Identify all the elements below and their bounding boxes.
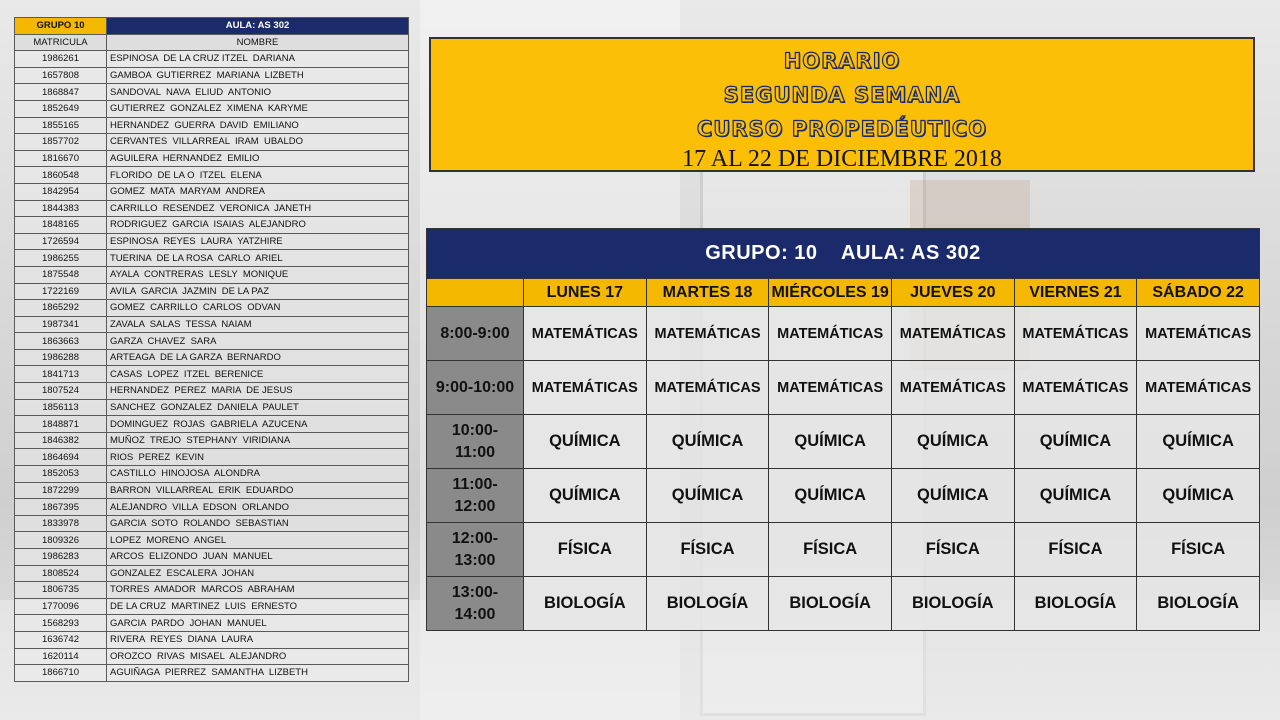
student-name: RODRIGUEZ GARCIA ISAIAS ALEJANDRO <box>107 217 409 234</box>
student-name: MUÑOZ TREJO STEPHANY VIRIDIANA <box>107 432 409 449</box>
student-matricula: 1867395 <box>15 499 107 516</box>
student-name: CARRILLO RESENDEZ VERONICA JANETH <box>107 200 409 217</box>
subject-cell: BIOLOGÍA <box>891 577 1014 631</box>
student-matricula: 1857702 <box>15 134 107 151</box>
student-matricula: 1852649 <box>15 100 107 117</box>
student-matricula: 1865292 <box>15 300 107 317</box>
schedule-table <box>426 228 1260 631</box>
student-row <box>15 482 409 499</box>
student-row <box>15 150 409 167</box>
subject-cell: MATEMÁTICAS <box>1137 307 1260 361</box>
student-row <box>15 349 409 366</box>
schedule-days-row <box>427 279 1260 307</box>
subject-cell: BIOLOGÍA <box>1137 577 1260 631</box>
day-header: JUEVES 20 <box>891 279 1014 307</box>
group-label: GRUPO 10 <box>15 18 107 35</box>
student-row <box>15 100 409 117</box>
subject-cell: MATEMÁTICAS <box>1014 307 1137 361</box>
student-name: GARCIA PARDO JOHAN MANUEL <box>107 615 409 632</box>
student-name: AGUILERA HERNANDEZ EMILIO <box>107 150 409 167</box>
student-matricula: 1807524 <box>15 383 107 400</box>
student-name: AGUIÑAGA PIERREZ SAMANTHA LIZBETH <box>107 665 409 682</box>
student-matricula: 1841713 <box>15 366 107 383</box>
student-matricula: 1875548 <box>15 266 107 283</box>
student-row <box>15 598 409 615</box>
column-matricula: MATRICULA <box>15 34 107 51</box>
student-matricula: 1864694 <box>15 449 107 466</box>
subject-cell: QUÍMICA <box>1137 469 1260 523</box>
student-matricula: 1852053 <box>15 466 107 483</box>
title-line-semana: SEGUNDA SEMANA <box>723 83 961 107</box>
student-name: BARRON VILLARREAL ERIK EDUARDO <box>107 482 409 499</box>
student-matricula: 1860548 <box>15 167 107 184</box>
student-row <box>15 416 409 433</box>
student-matricula: 1856113 <box>15 399 107 416</box>
subject-cell: QUÍMICA <box>1014 415 1137 469</box>
student-matricula: 1855165 <box>15 117 107 134</box>
subject-cell: MATEMÁTICAS <box>891 307 1014 361</box>
student-matricula: 1987341 <box>15 316 107 333</box>
subject-cell: FÍSICA <box>1014 523 1137 577</box>
student-matricula: 1986283 <box>15 549 107 566</box>
student-matricula: 1726594 <box>15 233 107 250</box>
day-header: MIÉRCOLES 19 <box>769 279 892 307</box>
student-name: CERVANTES VILLARREAL IRAM UBALDO <box>107 134 409 151</box>
student-row <box>15 51 409 68</box>
student-name: GARCIA SOTO ROLANDO SEBASTIAN <box>107 515 409 532</box>
student-row <box>15 117 409 134</box>
column-nombre: NOMBRE <box>107 34 409 51</box>
student-matricula: 1657808 <box>15 67 107 84</box>
student-list <box>14 17 409 682</box>
student-row <box>15 200 409 217</box>
student-name: TUERINA DE LA ROSA CARLO ARIEL <box>107 250 409 267</box>
student-name: GARZA CHAVEZ SARA <box>107 333 409 350</box>
subject-cell: MATEMÁTICAS <box>646 361 769 415</box>
student-matricula: 1568293 <box>15 615 107 632</box>
student-matricula: 1846382 <box>15 432 107 449</box>
student-row <box>15 167 409 184</box>
student-matricula: 1863663 <box>15 333 107 350</box>
subject-cell: QUÍMICA <box>524 469 647 523</box>
subject-cell: QUÍMICA <box>524 415 647 469</box>
student-row <box>15 134 409 151</box>
title-line-horario: HORARIO <box>783 49 901 73</box>
student-name: GONZALEZ ESCALERA JOHAN <box>107 565 409 582</box>
schedule-header-row <box>427 229 1260 279</box>
subject-cell: QUÍMICA <box>1137 415 1260 469</box>
student-matricula: 1848165 <box>15 217 107 234</box>
student-name: LOPEZ MORENO ANGEL <box>107 532 409 549</box>
day-header: MARTES 18 <box>646 279 769 307</box>
subject-cell: MATEMÁTICAS <box>769 361 892 415</box>
student-row <box>15 466 409 483</box>
student-name: AYALA CONTRERAS LESLY MONIQUE <box>107 266 409 283</box>
schedule-slot-row <box>427 415 1260 469</box>
student-row <box>15 515 409 532</box>
student-name: FLORIDO DE LA O ITZEL ELENA <box>107 167 409 184</box>
subject-cell: MATEMÁTICAS <box>524 307 647 361</box>
student-row <box>15 84 409 101</box>
student-name: CASAS LOPEZ ITZEL BERENICE <box>107 366 409 383</box>
student-name: OROZCO RIVAS MISAEL ALEJANDRO <box>107 648 409 665</box>
student-name: GUTIERREZ GONZALEZ XIMENA KARYME <box>107 100 409 117</box>
student-name: ESPINOSA DE LA CRUZ ITZEL DARIANA <box>107 51 409 68</box>
student-name: GOMEZ CARRILLO CARLOS ODVAN <box>107 300 409 317</box>
student-name: DOMINGUEZ ROJAS GABRIELA AZUCENA <box>107 416 409 433</box>
subject-cell: QUÍMICA <box>646 415 769 469</box>
schedule-slot-row <box>427 361 1260 415</box>
subject-cell: MATEMÁTICAS <box>769 307 892 361</box>
subject-cell: QUÍMICA <box>891 415 1014 469</box>
student-matricula: 1868847 <box>15 84 107 101</box>
day-header: SÁBADO 22 <box>1137 279 1260 307</box>
student-matricula: 1848871 <box>15 416 107 433</box>
time-slot: 9:00-10:00 <box>427 361 524 415</box>
subject-cell: BIOLOGÍA <box>769 577 892 631</box>
student-name: RIVERA REYES DIANA LAURA <box>107 631 409 648</box>
student-name: TORRES AMADOR MARCOS ABRAHAM <box>107 582 409 599</box>
subject-cell: FÍSICA <box>769 523 892 577</box>
schedule-corner <box>427 279 524 307</box>
student-matricula: 1816670 <box>15 150 107 167</box>
student-name: SANCHEZ GONZALEZ DANIELA PAULET <box>107 399 409 416</box>
time-slot: 8:00-9:00 <box>427 307 524 361</box>
student-name: ESPINOSA REYES LAURA YATZHIRE <box>107 233 409 250</box>
student-matricula: 1833978 <box>15 515 107 532</box>
day-header: LUNES 17 <box>524 279 647 307</box>
student-row <box>15 648 409 665</box>
student-matricula: 1770096 <box>15 598 107 615</box>
title-date: 17 AL 22 DE DICIEMBRE 2018 <box>682 146 1002 172</box>
time-slot: 12:00- 13:00 <box>427 523 524 577</box>
student-row <box>15 333 409 350</box>
subject-cell: QUÍMICA <box>769 469 892 523</box>
student-name: ZAVALA SALAS TESSA NAIAM <box>107 316 409 333</box>
student-row <box>15 532 409 549</box>
subject-cell: QUÍMICA <box>646 469 769 523</box>
subject-cell: QUÍMICA <box>891 469 1014 523</box>
room-label: AULA: AS 302 <box>107 18 409 35</box>
student-name: ARTEAGA DE LA GARZA BERNARDO <box>107 349 409 366</box>
subject-cell: BIOLOGÍA <box>1014 577 1137 631</box>
student-matricula: 1986288 <box>15 349 107 366</box>
subject-cell: MATEMÁTICAS <box>1014 361 1137 415</box>
subject-cell: QUÍMICA <box>769 415 892 469</box>
subject-cell: FÍSICA <box>891 523 1014 577</box>
schedule-slot-row <box>427 307 1260 361</box>
student-list-column-header <box>15 34 409 51</box>
subject-cell: BIOLOGÍA <box>524 577 647 631</box>
schedule-header: GRUPO: 10 AULA: AS 302 <box>427 229 1260 279</box>
title-line-curso: CURSO PROPEDÉUTICO <box>696 117 988 141</box>
student-matricula: 1809326 <box>15 532 107 549</box>
subject-cell: MATEMÁTICAS <box>891 361 1014 415</box>
student-name: ALEJANDRO VILLA EDSON ORLANDO <box>107 499 409 516</box>
schedule-slot-row <box>427 469 1260 523</box>
subject-cell: FÍSICA <box>646 523 769 577</box>
student-row <box>15 183 409 200</box>
student-matricula: 1844383 <box>15 200 107 217</box>
student-row <box>15 582 409 599</box>
subject-cell: MATEMÁTICAS <box>1137 361 1260 415</box>
subject-cell: FÍSICA <box>524 523 647 577</box>
time-slot: 13:00- 14:00 <box>427 577 524 631</box>
student-row <box>15 266 409 283</box>
student-row <box>15 449 409 466</box>
student-name: HERNANDEZ PEREZ MARIA DE JESUS <box>107 383 409 400</box>
subject-cell: MATEMÁTICAS <box>646 307 769 361</box>
student-row <box>15 615 409 632</box>
student-matricula: 1986261 <box>15 51 107 68</box>
student-row <box>15 217 409 234</box>
student-row <box>15 549 409 566</box>
student-row <box>15 300 409 317</box>
student-row <box>15 499 409 516</box>
student-row <box>15 283 409 300</box>
student-name: GAMBOA GUTIERREZ MARIANA LIZBETH <box>107 67 409 84</box>
subject-cell: BIOLOGÍA <box>646 577 769 631</box>
student-row <box>15 432 409 449</box>
student-row <box>15 631 409 648</box>
student-matricula: 1842954 <box>15 183 107 200</box>
student-name: RIOS PEREZ KEVIN <box>107 449 409 466</box>
student-row <box>15 366 409 383</box>
subject-cell: FÍSICA <box>1137 523 1260 577</box>
student-row <box>15 665 409 682</box>
student-row <box>15 233 409 250</box>
student-name: AVILA GARCIA JAZMIN DE LA PAZ <box>107 283 409 300</box>
student-matricula: 1872299 <box>15 482 107 499</box>
student-matricula: 1808524 <box>15 565 107 582</box>
schedule-slot-row <box>427 577 1260 631</box>
student-name: DE LA CRUZ MARTINEZ LUIS ERNESTO <box>107 598 409 615</box>
student-matricula: 1620114 <box>15 648 107 665</box>
schedule-slot-row <box>427 523 1260 577</box>
student-name: CASTILLO HINOJOSA ALONDRA <box>107 466 409 483</box>
student-name: GOMEZ MATA MARYAM ANDREA <box>107 183 409 200</box>
subject-cell: MATEMÁTICAS <box>524 361 647 415</box>
student-row <box>15 383 409 400</box>
student-row <box>15 399 409 416</box>
student-matricula: 1806735 <box>15 582 107 599</box>
student-matricula: 1636742 <box>15 631 107 648</box>
student-name: ARCOS ELIZONDO JUAN MANUEL <box>107 549 409 566</box>
student-list-group-header <box>15 18 409 35</box>
student-row <box>15 67 409 84</box>
student-row <box>15 565 409 582</box>
student-matricula: 1866710 <box>15 665 107 682</box>
student-row <box>15 316 409 333</box>
title-banner <box>429 37 1255 172</box>
student-row <box>15 250 409 267</box>
student-name: SANDOVAL NAVA ELIUD ANTONIO <box>107 84 409 101</box>
time-slot: 11:00- 12:00 <box>427 469 524 523</box>
student-name: HERNANDEZ GUERRA DAVID EMILIANO <box>107 117 409 134</box>
student-matricula: 1722169 <box>15 283 107 300</box>
time-slot: 10:00- 11:00 <box>427 415 524 469</box>
student-matricula: 1986255 <box>15 250 107 267</box>
subject-cell: QUÍMICA <box>1014 469 1137 523</box>
day-header: VIERNES 21 <box>1014 279 1137 307</box>
